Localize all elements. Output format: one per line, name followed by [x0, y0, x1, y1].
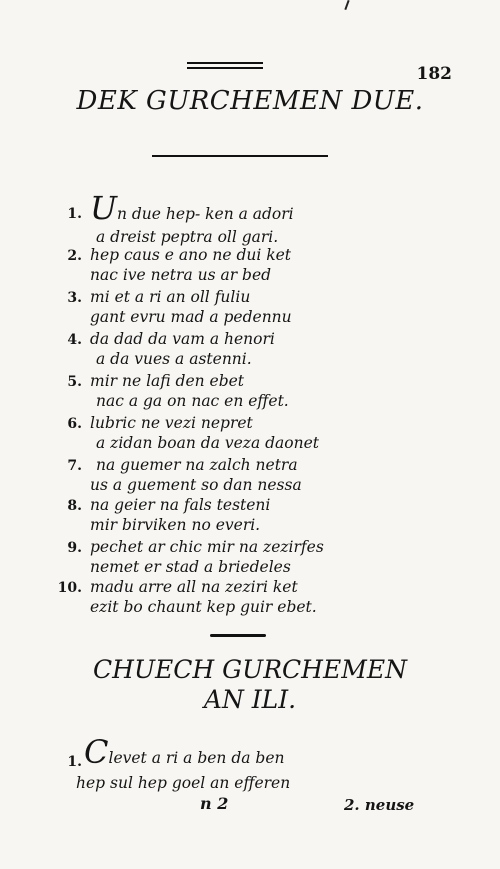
drop-cap: C: [84, 733, 109, 771]
section-divider: [210, 634, 266, 637]
verse-line-1: mi et a ri an oll fuliu: [90, 288, 251, 306]
verse-line-2: nac ive netra us ar bed: [90, 266, 272, 284]
header-rule-top: [187, 62, 263, 64]
drop-cap: U: [90, 189, 117, 227]
verse-number: 1.: [67, 754, 82, 770]
catchword: 2. neuse: [344, 796, 415, 814]
section-title-1: DEK GURCHEMEN DUE.: [76, 86, 424, 116]
verse-number: 9.: [67, 540, 82, 556]
verse-line-2: nemet er stad a briedeles: [90, 558, 291, 576]
verse-line-2: gant evru mad a pedennu: [90, 308, 292, 326]
verse-text: levet a ri a ben da ben: [108, 749, 285, 767]
verse-line-1: da dad da vam a henori: [90, 330, 275, 348]
verse-line-2: a zidan boan da veza daonet: [96, 434, 320, 452]
ink-mark: [344, 0, 349, 10]
section-title-2-line-1: CHUECH GURCHEMEN: [93, 655, 407, 684]
verse-number: 3.: [67, 290, 82, 306]
verse-number: 5.: [67, 374, 82, 390]
header-rule-bottom: [187, 67, 263, 69]
verse-number: 2.: [67, 248, 82, 264]
signature-mark: n 2: [200, 794, 229, 813]
verse-line-1: [84, 733, 285, 771]
title-divider: [152, 155, 328, 157]
verse-line-2: hep sul hep goel an efferen: [76, 774, 291, 792]
verse-number: 6.: [67, 416, 82, 432]
verse-line-2: a dreist peptra oll gari.: [96, 228, 279, 246]
verse-line-1: na geier na fals testeni: [90, 496, 271, 514]
verse-line-1: madu arre all na zeziri ket: [90, 578, 298, 596]
verse-line-2: nac a ga on nac en effet.: [96, 392, 289, 410]
page-number: 182: [416, 64, 452, 84]
section-title-2: [0, 655, 500, 715]
verse-line-2: us a guement so dan nessa: [90, 476, 302, 494]
verse-number: 1.: [67, 206, 82, 222]
verse-text: n due hep- ken a adori: [116, 205, 294, 223]
verse-number: 7.: [67, 458, 82, 474]
verse-number: 8.: [67, 498, 82, 514]
verse-line-1: lubric ne vezi nepret: [90, 414, 253, 432]
verse-line-2: a da vues a astenni.: [96, 350, 252, 368]
verse-line-1: hep caus e ano ne dui ket: [90, 246, 292, 264]
verse-line-2: ezit bo chaunt kep guir ebet.: [90, 598, 317, 616]
verse-line-1: na guemer na zalch netra: [96, 456, 298, 474]
section-title-2-line-2: AN ILI.: [203, 685, 297, 714]
verse-line-1: pechet ar chic mir na zezirfes: [90, 538, 324, 556]
verse-number: 10.: [57, 580, 82, 596]
verse-number: 4.: [67, 332, 82, 348]
verse-line-1: [90, 189, 294, 227]
verse-line-2: mir birviken no everi.: [90, 516, 261, 534]
verse-line-1: mir ne lafi den ebet: [90, 372, 245, 390]
